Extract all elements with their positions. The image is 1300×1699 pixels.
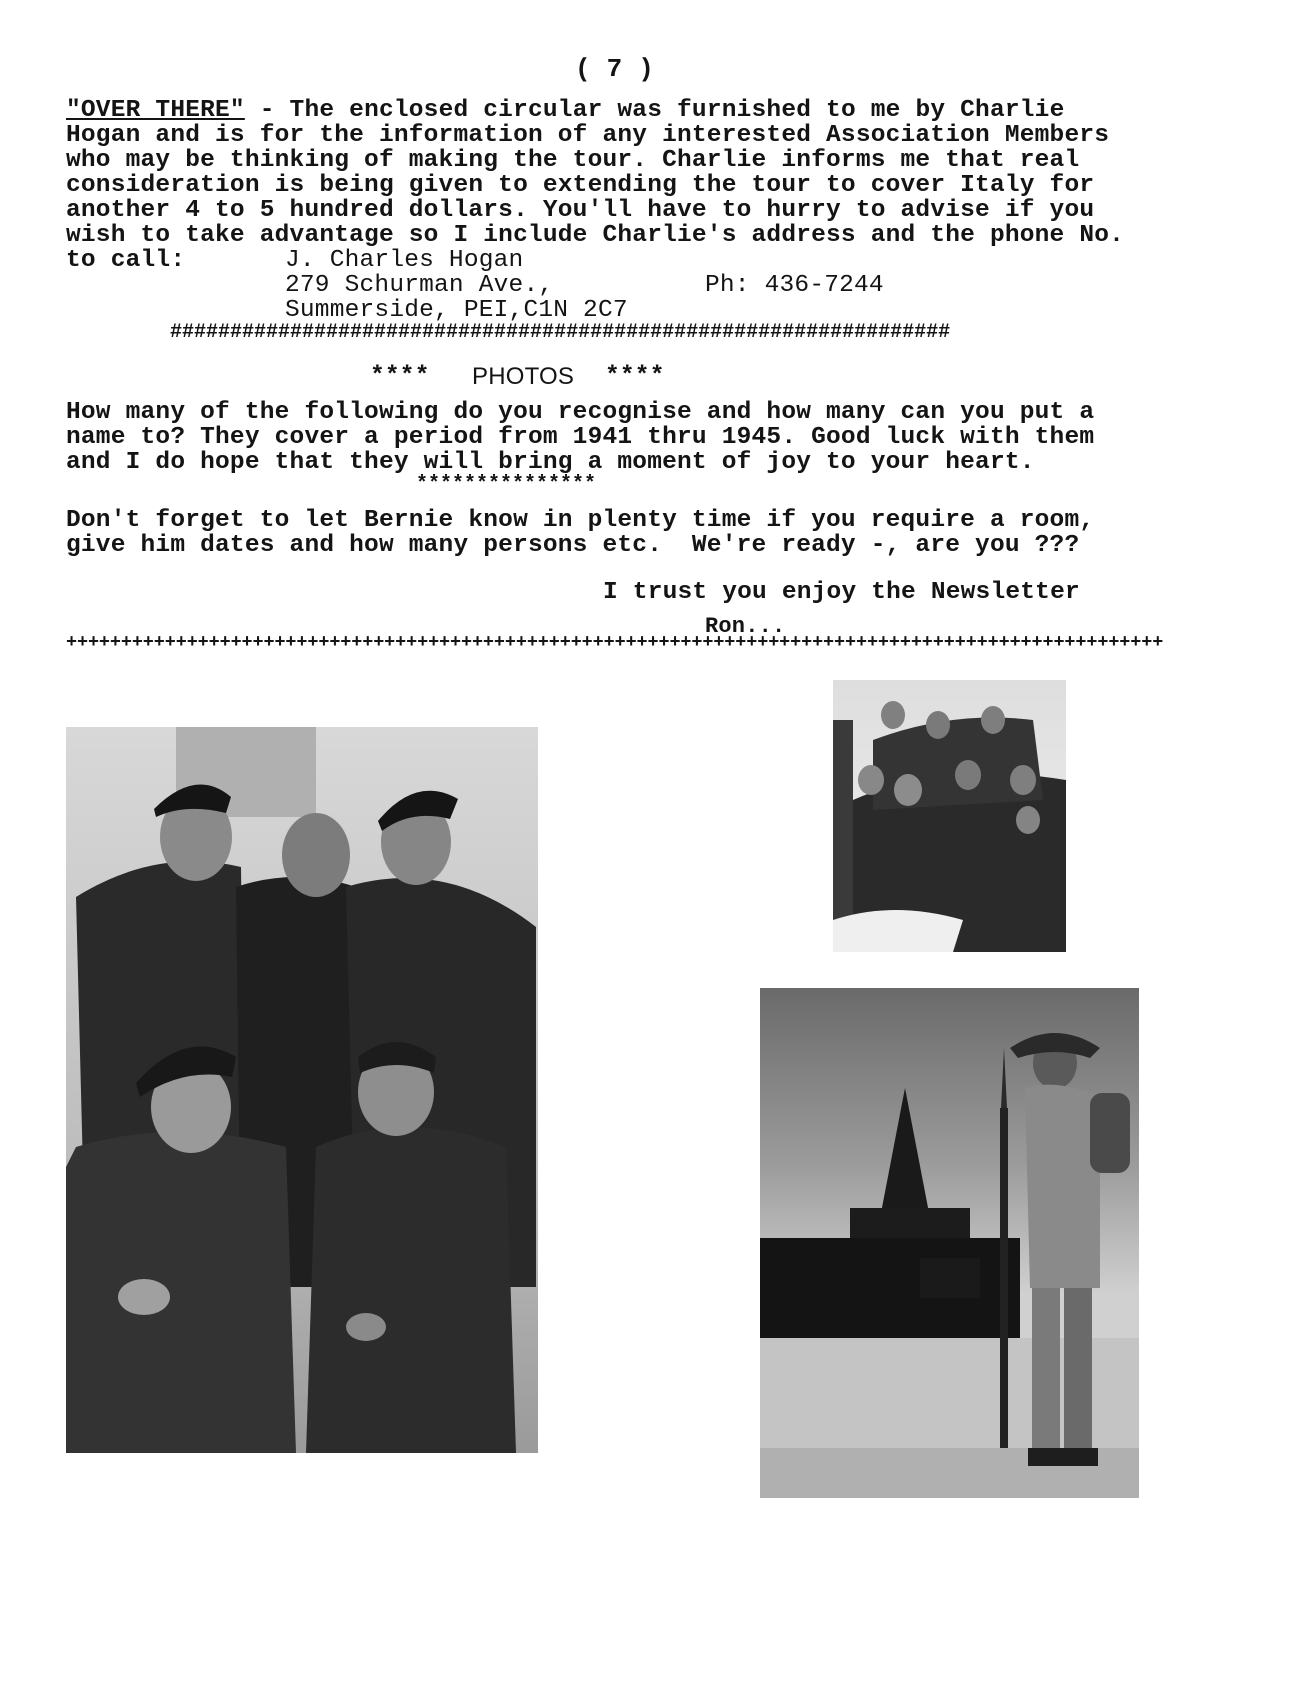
hash-separator: ################################################################# <box>170 321 951 344</box>
reminder-line-2: give him dates and how many persons etc. We're ready -, are you ??? <box>66 532 1080 559</box>
contact-name: J. Charles Hogan <box>285 247 524 274</box>
photos-title: PHOTOS <box>472 363 575 390</box>
photos-line-3: and I do hope that they will bring a moment of joy to your heart. <box>66 449 1035 476</box>
contact-phone: Ph: 436-7244 <box>705 272 884 299</box>
photo-sentry-image <box>760 988 1139 1498</box>
photos-right-stars: **** <box>605 363 665 390</box>
to-call-label: to call: <box>66 247 186 274</box>
over-there-heading: "OVER THERE" <box>66 97 245 124</box>
over-there-line-1-text: - The enclosed circular was furnished to me by Charlie <box>244 97 1065 124</box>
photos-left-stars: **** <box>370 363 430 390</box>
contact-city: Summerside, PEI,C1N 2C7 <box>285 297 628 324</box>
stars-separator: *************** <box>416 473 597 496</box>
page-number: ( 7 ) <box>575 54 655 84</box>
photo-five-soldiers-image <box>66 727 538 1453</box>
photo-group-soldiers <box>833 680 1066 952</box>
photos-line-2: name to? They cover a period from 1941 thru 1945. Good luck with them <box>66 424 1095 451</box>
photos-line-1: How many of the following do you recognise and how many can you put a <box>66 399 1095 426</box>
closing-text: I trust you enjoy the Newsletter <box>603 579 1080 606</box>
over-there-line-1 <box>66 98 1064 124</box>
contact-street: 279 Schurman Ave., <box>285 272 554 299</box>
plus-separator: ++++++++++++++++++++++++++++++++++++++++++++++++++++++++++++++++++++++++++++++++++++++++++++++++++++ <box>66 632 1164 653</box>
photo-sentry <box>760 988 1139 1498</box>
over-there-line-3: who may be thinking of making the tour. Charlie informs me that real <box>66 147 1080 174</box>
signature: Ron... <box>705 614 786 639</box>
over-there-line-2: Hogan and is for the information of any interested Association Members <box>66 122 1110 149</box>
photo-group-soldiers-image <box>833 680 1066 952</box>
reminder-line-1: Don't forget to let Bernie know in plenty time if you require a room, <box>66 507 1095 534</box>
photo-five-soldiers <box>66 727 538 1453</box>
over-there-line-4: consideration is being given to extending the tour to cover Italy for <box>66 172 1095 199</box>
over-there-line-6: wish to take advantage so I include Charlie's address and the phone No. <box>66 222 1125 249</box>
over-there-line-5: another 4 to 5 hundred dollars. You'll have to hurry to advise if you <box>66 197 1095 224</box>
